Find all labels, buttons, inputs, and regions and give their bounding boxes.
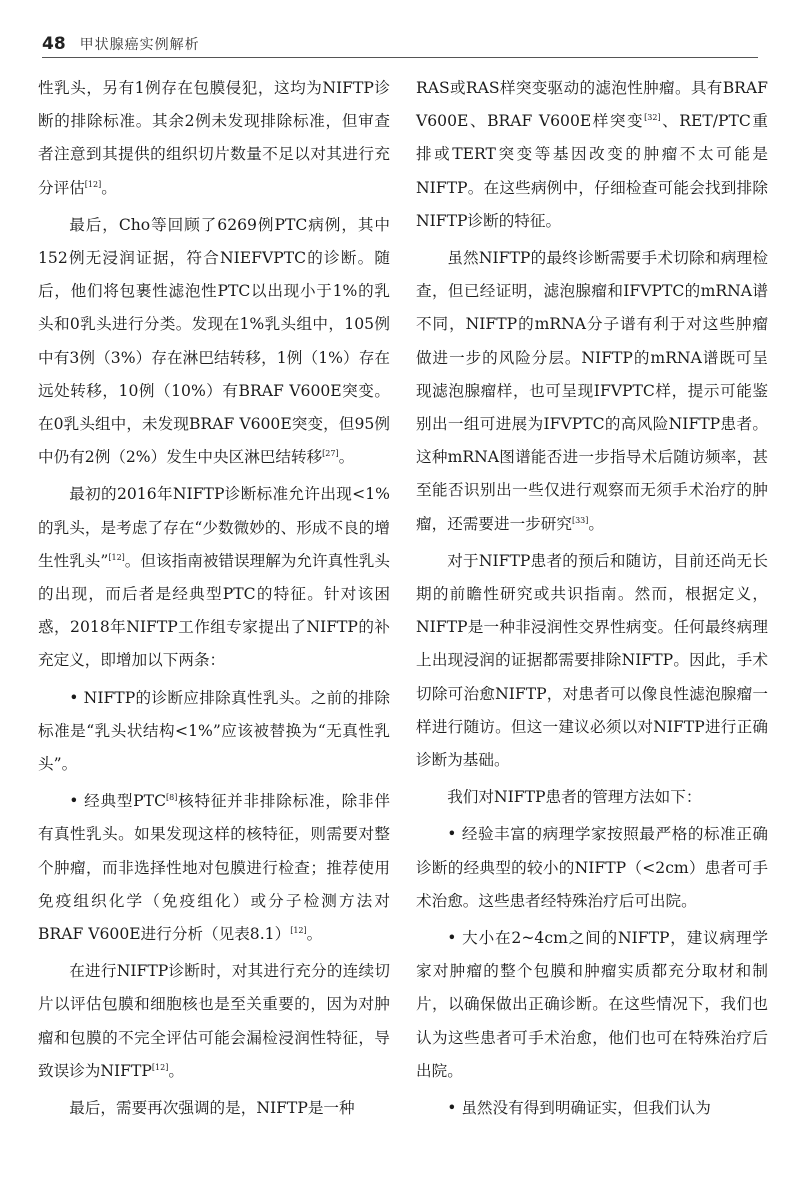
paragraph: 最后，需要再次强调的是，NIFTP是一种 — [69, 1099, 355, 1118]
paragraph: 性乳头，另有1例存在包膜侵犯，这均为NIFTP诊断的排除标准。其余2例未发现排除标准，但审查者注意到其提供的组织切片数量不足以对其进行充分评估[12]。 — [38, 79, 390, 197]
left-column — [38, 72, 390, 1129]
bullet-item: • 大小在2~4cm之间的NIFTP，建议病理学家对肿瘤的整个包膜和肿瘤实质都充分取材和制片，以确保做出正确诊断。在这些情况下，我们也认为这些患者可手术治愈，他们也可在特殊治疗后出院。 — [416, 929, 768, 1080]
paragraph: 在进行NIFTP诊断时，对其进行充分的连续切片以评估包膜和细胞核也是至关重要的，因为对肿瘤和包膜的不完全评估可能会漏检浸润性特征，导致误诊为NIFTP[12]。 — [38, 962, 390, 1080]
paragraph: 我们对NIFTP患者的管理方法如下： — [447, 788, 702, 807]
bullet-item: • NIFTP的诊断应排除真性乳头。之前的排除标准是“乳头状结构<1%”应该被替换为“无真性乳头”。 — [38, 688, 390, 774]
page-header — [42, 34, 758, 54]
bullet-item: • 经验丰富的病理学家按照最严格的标准正确诊断的经典型的较小的NIFTP（<2cm）患者可手术治愈。这些患者经特殊治疗后可出院。 — [416, 825, 768, 910]
paragraph: 虽然NIFTP的最终诊断需要手术切除和病理检查，但已经证明，滤泡腺瘤和IFVPTC的mRNA谱不同，NIFTP的mRNA分子谱有利于对这些肿瘤做进一步的风险分层。NIFTP的mRNA谱既可呈现滤泡腺瘤样，也可呈现IFVPTC样，提示可能鉴别出一组可进展为IFVPTC的高风险NIFTP患者。这种mRNA图谱能否进一步指导术后随访频率，甚至能否识别出一些仅进行观察而无须手术治疗的肿瘤，还需要进一步研究[33]。 — [416, 249, 768, 533]
bullet-item: • 虽然没有得到明确证实，但我们认为 — [447, 1099, 711, 1118]
paragraph: 对于NIFTP患者的预后和随访，目前还尚无长期的前瞻性研究或共识指南。然而，根据定义，NIFTP是一种非浸润性交界性病变。任何最终病理上出现浸润的证据都需要排除NIFTP。因此，手术切除可治愈NIFTP，对患者可以像良性滤泡腺瘤一样进行随访。但这一建议必须以对NIFTP进行正确诊断为基础。 — [416, 551, 768, 770]
paragraph: RAS或RAS样突变驱动的滤泡性肿瘤。具有BRAF V600E、BRAF V600E样突变[32]、RET/PTC重排或TERT突变等基因改变的肿瘤不太可能是NIFTP。在这些病例中，仔细检查可能会找到排除NIFTP诊断的特征。 — [416, 79, 768, 230]
page-number: 48 — [42, 34, 66, 54]
paragraph: 最初的2016年NIFTP诊断标准允许出现<1%的乳头，是考虑了存在“少数微妙的、形成不良的增生性乳头”[12]。但该指南被错误理解为允许真性乳头的出现，而后者是经典型PTC的特征。针对该困惑，2018年NIFTP工作组专家提出了NIFTP的补充定义，即增加以下两条： — [38, 485, 390, 670]
paragraph: 最后，Cho等回顾了6269例PTC病例，其中152例无浸润证据，符合NIEFVPTC的诊断。随后，他们将包裹性滤泡性PTC以出现小于1%的乳头和0乳头进行分类。发现在1%乳头组中，105例中有3例（3%）存在淋巴结转移，1例（1%）存在远处转移，10例（10%）有BRAF V600E突变。在0乳头组中，未发现BRAF V600E突变，但95例中仍有2例（2%）发生中央区淋巴结转移[27]。 — [38, 215, 390, 467]
right-column — [416, 72, 768, 1129]
header-divider — [42, 57, 758, 58]
bullet-item: • 经典型PTC[8]核特征并非排除标准，除非伴有真性乳头。如果发现这样的核特征，则需要对整个肿瘤，而非选择性地对包膜进行检查；推荐使用免疫组织化学（免疫组化）或分子检测方法对BRAF V600E进行分析（见表8.1）[12]。 — [38, 792, 390, 944]
running-title: 甲状腺癌实例解析 — [79, 37, 200, 53]
